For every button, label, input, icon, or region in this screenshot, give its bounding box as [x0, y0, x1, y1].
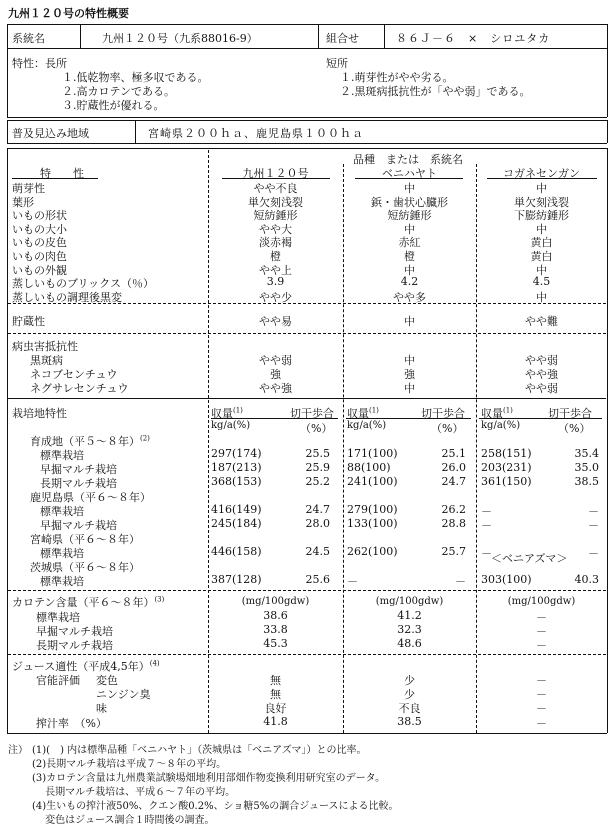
yield-unit: kg/a(%): [211, 420, 251, 431]
variety-name-2: ベニハヤト: [382, 167, 437, 180]
trait-label: 萌芽性: [12, 182, 45, 195]
trait-value: 単欠刻浅裂: [248, 195, 303, 209]
yield-value: 258(151): [481, 447, 532, 460]
page-title: 九州１２０号の特性概要: [8, 7, 129, 20]
trait-value: 黄白: [530, 250, 553, 263]
trait-label: いもの大小: [12, 222, 67, 236]
yield-value: 171(100): [347, 447, 398, 460]
juice-value: 良好: [264, 702, 287, 715]
bad-item-1: １.萌芽性がやや劣る。: [340, 71, 454, 84]
cultivation-row-label: 標準栽培: [40, 547, 84, 560]
carotene-row-label: 標準栽培: [36, 611, 80, 624]
trait-value: 黄白: [530, 236, 553, 250]
label-region: 普及見込み地域: [12, 127, 89, 140]
carotene-value: 41.2: [397, 609, 422, 622]
cut-ratio-header: 切干歩合: [290, 407, 334, 420]
cut-ratio-value: 35.0: [574, 461, 599, 474]
juice-yield-1: 41.8: [263, 715, 288, 728]
carotene-value: －: [536, 639, 547, 652]
cut-ratio-value: 40.3: [574, 573, 599, 586]
disease-header: 病虫害抵抗性: [12, 340, 78, 353]
juice-value: －: [536, 674, 547, 687]
carotene-unit-3: (mg/100gdw): [507, 596, 576, 607]
yield-value: －: [481, 547, 492, 560]
trait-label: いもの肉色: [12, 250, 67, 263]
value-line-name: 九州１２０号（九系88016-9）: [102, 32, 258, 45]
trait-value: やや少: [259, 290, 292, 304]
cut-ratio-value: 28.0: [305, 517, 330, 530]
trait-value: 中: [536, 290, 547, 304]
juice-value: －: [536, 688, 547, 701]
variety-name-3: コガネセンガン: [503, 167, 580, 180]
juice-value: －: [536, 702, 547, 715]
cultivation-row-label: 標準栽培: [40, 575, 84, 588]
note-line: (4)生いもの搾汁液50%、クエン酸0.2%、ショ糖5%の調合ジュースによる比較。: [32, 801, 399, 812]
note-line: 長期マルチ栽培は、平成６～７年の平均。: [32, 787, 236, 798]
cultivation-row-label: 茨城県（平６～８年）: [30, 561, 140, 574]
storage-value-3: やや難: [525, 315, 558, 328]
juice-yield-3: －: [536, 717, 547, 730]
cut-ratio-unit: （%）: [558, 422, 591, 435]
notes-lead: 注）: [8, 745, 28, 756]
label-cross: 組合せ: [326, 32, 359, 45]
value-cross: ８６Ｊ－６ × シロユタカ: [396, 32, 551, 45]
trait-label: いもの皮色: [12, 236, 67, 250]
disease-label: ネグサレセンチュウ: [30, 382, 129, 395]
trait-value: やや上: [259, 263, 292, 277]
good-item-3: ３.貯蔵性が優れる。: [62, 99, 165, 112]
disease-label: 黒斑病: [30, 354, 63, 367]
trait-value: 4.5: [532, 275, 551, 289]
trait-value: 橙: [404, 250, 415, 263]
carotene-unit-1: (mg/100gdw): [241, 596, 310, 607]
storage-value-2: 中: [404, 315, 415, 328]
cut-ratio-value: 24.7: [441, 475, 466, 488]
carotene-row-label: 早掘マルチ栽培: [36, 625, 113, 638]
storage-label: 貯蔵性: [12, 315, 45, 328]
carotene-value: 38.6: [263, 609, 288, 622]
trait-value: 赤紅: [398, 236, 421, 250]
cultivation-row-label: 長期マルチ栽培: [40, 477, 117, 490]
cut-ratio-value: 25.2: [305, 475, 330, 488]
yield-value: 279(100): [347, 503, 398, 516]
juice-value: 少: [404, 674, 415, 687]
disease-value: やや弱: [525, 382, 558, 395]
trait-value: 中: [404, 263, 415, 277]
trait-value: 中: [404, 222, 415, 236]
cultivation-row-label: 標準栽培: [40, 505, 84, 518]
disease-value: 強: [270, 368, 281, 381]
yield-value: 88(100): [347, 461, 391, 474]
disease-value: やや弱: [259, 354, 292, 367]
cut-ratio-value: 38.5: [574, 475, 599, 488]
trait-value: やや大: [259, 222, 292, 236]
cut-ratio-value: －: [588, 505, 599, 518]
trait-label: 蒸しいもの調理後黒変: [12, 290, 122, 304]
cut-ratio-value: 25.9: [305, 461, 330, 474]
carotene-value: －: [536, 625, 547, 638]
cut-ratio-value: 28.8: [441, 517, 466, 530]
cultivation-row-label: 早掘マルチ栽培: [40, 519, 117, 532]
disease-value: やや弱: [525, 354, 558, 367]
cut-ratio-value: 26.0: [441, 461, 466, 474]
cut-ratio-value: 26.2: [441, 503, 466, 516]
yield-value: －: [481, 505, 492, 518]
note-line: 変色はジュース調合１時間後の調査。: [32, 815, 215, 826]
yield-header: 収量$^{(1)}$: [211, 406, 243, 420]
trait-value: 橙: [270, 250, 281, 263]
trait-label: 葉形: [12, 195, 34, 209]
cut-ratio-value: 24.7: [305, 503, 330, 516]
cut-ratio-value: －: [588, 547, 599, 560]
trait-value: 短紡錘形: [387, 209, 432, 223]
variety-name-1: 九州１２０号: [242, 167, 309, 180]
cultivation-row-label: 早掘マルチ栽培: [40, 463, 117, 476]
cut-ratio-value: －: [588, 519, 599, 532]
carotene-header: カロテン含量（平６～８年）$^{(3)}$: [12, 595, 165, 609]
carotene-value: 33.8: [263, 623, 288, 636]
carotene-value: 32.3: [397, 623, 422, 636]
cut-ratio-unit: （%）: [300, 422, 333, 435]
juice-yield-label: 搾汁率 （%）: [36, 717, 107, 730]
juice-row-label: ニンジン臭: [96, 688, 151, 701]
carotene-value: －: [536, 611, 547, 624]
carotene-unit-2: (mg/100gdw): [375, 596, 444, 607]
note-line: (1)( ) 内は標準品種「ベニハヤト」（茨城県は「ベニアズマ」）との比率。: [32, 745, 367, 756]
yield-value: 416(149): [211, 503, 262, 516]
yield-value: 361(150): [481, 475, 532, 488]
carotene-row-label: 長期マルチ栽培: [36, 639, 113, 652]
trait-value: 3.9: [266, 275, 285, 289]
yield-header: 収量$^{(1)}$: [481, 406, 513, 420]
trait-label: いもの形状: [12, 209, 67, 223]
trait-label: 蒸しいものブリックス（％）: [12, 277, 155, 291]
juice-yield-2: 38.5: [397, 715, 422, 728]
cultivation-row-label: 宮崎県（平６～８年）: [30, 533, 140, 546]
yield-value: 187(213): [211, 461, 262, 474]
disease-value: やや強: [259, 382, 292, 395]
disease-value: やや強: [525, 368, 558, 381]
label-line-name: 系統名: [12, 32, 45, 45]
trait-value: 中: [404, 182, 415, 195]
trait-value: やや多: [393, 290, 426, 304]
note-line: (3)カロテン含量は九州農業試験場畑地利用部畑作物変換利用研究室のデータ。: [32, 773, 386, 784]
juice-row-label: 味: [96, 702, 107, 715]
trait-value: 短紡錘形: [253, 209, 298, 223]
cut-ratio-value: 25.1: [441, 447, 466, 460]
trait-value: 淡赤褐: [259, 236, 292, 250]
yield-value: 241(100): [347, 475, 398, 488]
cultivation-header: 栽培地特性: [12, 407, 67, 420]
yield-value: 297(174): [211, 447, 262, 460]
note-line: (2)長期マルチ栽培は平成７～８年の平均。: [32, 759, 227, 770]
cut-ratio-value: 25.7: [441, 545, 466, 558]
yield-value: 262(100): [347, 545, 398, 558]
trait-label: いもの外観: [12, 263, 67, 277]
beni-azuma-label: ＜ベニアズマ＞: [491, 552, 568, 565]
yield-value: 245(184): [211, 517, 262, 530]
trait-value: 下膨紡錘形: [514, 209, 569, 223]
good-item-2: ２.高カロテンである。: [62, 85, 175, 98]
juice-row-label: 変色: [96, 674, 118, 687]
label-bad: 短所: [326, 57, 348, 70]
label-good: 特性：長所: [12, 57, 67, 70]
disease-value: 中: [404, 354, 415, 367]
storage-value-1: やや易: [259, 315, 292, 328]
cultivation-row-label: 育成地（平５～８年）$^{(2)}$: [30, 434, 150, 448]
carotene-value: 48.6: [397, 637, 422, 650]
disease-value: 中: [404, 382, 415, 395]
carotene-value: 45.3: [263, 637, 288, 650]
cut-ratio-header: 切干歩合: [548, 407, 592, 420]
yield-value: 368(153): [211, 475, 262, 488]
yield-unit: kg/a(%): [481, 420, 521, 431]
trait-value: 4.2: [400, 275, 419, 289]
bad-item-2: ２.黒斑病抵抗性が「やや弱」である。: [340, 85, 531, 98]
yield-value: 387(128): [211, 573, 262, 586]
yield-header: 収量$^{(1)}$: [347, 406, 379, 420]
yield-value: 446(158): [211, 545, 262, 558]
cultivation-row-label: 鹿児島県（平６～８年）: [30, 491, 151, 504]
trait-value: 中: [536, 263, 547, 277]
value-region: 宮崎県２００ｈａ、鹿児島県１００ｈａ: [148, 127, 364, 140]
variety-group-header: 品種 または 系統名: [353, 153, 463, 166]
disease-label: ネコブセンチュウ: [30, 368, 118, 381]
yield-value: －: [481, 519, 492, 532]
trait-value: 単欠刻浅裂: [514, 195, 569, 209]
trait-value: 中: [536, 222, 547, 236]
trait-value: やや不良: [253, 182, 298, 195]
cut-ratio-value: －: [455, 575, 466, 588]
cut-ratio-header: 切干歩合: [421, 407, 465, 420]
juice-value: 無: [270, 688, 281, 701]
good-item-1: １.低乾物率、極多収である。: [62, 71, 209, 84]
yield-value: －: [347, 575, 358, 588]
cut-ratio-value: 24.5: [305, 545, 330, 558]
cut-ratio-value: 25.6: [305, 573, 330, 586]
cut-ratio-value: 35.4: [574, 447, 599, 460]
disease-value: 強: [404, 368, 415, 381]
juice-sensory-label: 官能評価: [36, 674, 80, 687]
yield-unit: kg/a(%): [347, 420, 387, 431]
juice-value: 少: [404, 688, 415, 701]
trait-header: 特 性: [40, 167, 84, 180]
cut-ratio-unit: （%）: [431, 422, 464, 435]
yield-value: 303(100): [481, 573, 532, 586]
yield-value: 203(231): [481, 461, 532, 474]
trait-value: 鋲・歯状心臓形: [371, 195, 448, 209]
juice-value: 不良: [398, 702, 421, 715]
juice-value: 無: [270, 674, 281, 687]
juice-header: ジュース適性（平成4,5年）$^{(4)}$: [12, 659, 160, 673]
trait-value: 中: [536, 182, 547, 195]
cut-ratio-value: 25.5: [305, 447, 330, 460]
cultivation-row-label: 標準栽培: [40, 449, 84, 462]
yield-value: 133(100): [347, 517, 398, 530]
